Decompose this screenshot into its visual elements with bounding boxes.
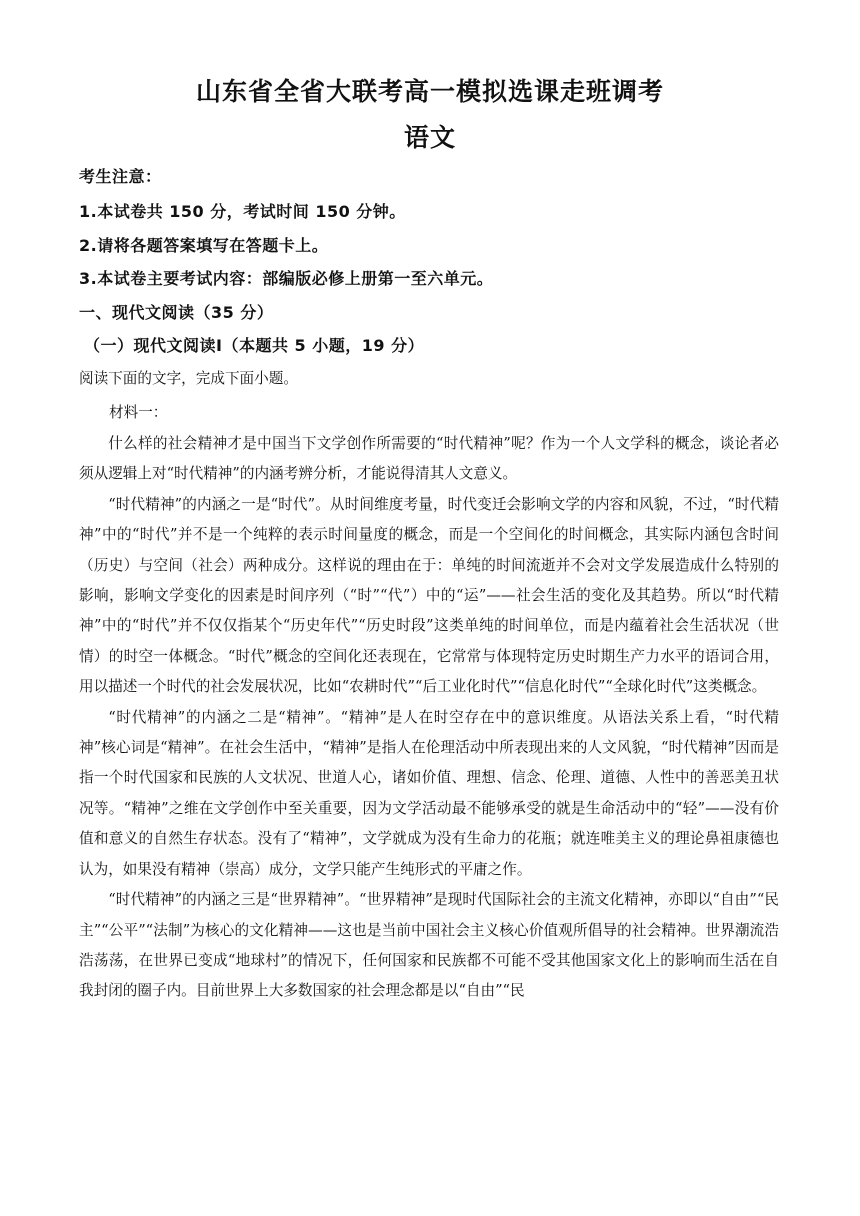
subject-title: 语文 (403, 123, 456, 152)
notice-item-3: 3.本试卷主要考试内容：部编版必修上册第一至六单元。 (79, 269, 494, 288)
paragraph-4: “时代精神”的内涵之三是“世界精神”。“世界精神”是现时代国际社会的主流文化精神，亦即以“自由”“民主”“公平”“法制”为核心的文化精神——这也是当前中国社会主义核心价值观所倡导的社会精神。世界潮流浩浩荡荡，在世界已变成“地球村”的情况下，任何国家和民族都不可能不受其他国家文化上的影响而生活在自我封闭的圈子内。目前世界上大多数国家的社会理念都是以“自由”“民 (79, 891, 779, 1000)
passage (79, 429, 779, 1007)
paragraph-3: “时代精神”的内涵之二是“精神”。“精神”是人在时空存在中的意识维度。从语法关系上看，“时代精神”核心词是“精神”。在社会生活中，“精神”是指人在伦理活动中所表现出来的人文风貌，“时代精神”因而是指一个时代国家和民族的人文状况、世道人心，诸如价值、理想、信念、伦理、道德、人性中的善恶美丑状况等。“精神”之维在文学创作中至关重要，因为文学活动最不能够承受的就是生命活动中的“轻”——没有价值和意义的自然生存状态。没有了“精神”，文学就成为没有生命力的花瓶；就连唯美主义的理论鼻祖康德也认为，如果没有精神（崇高）成分，文学只能产生纯形式的平庸之作。 (79, 708, 779, 878)
notice-item-1: 1.本试卷共 150 分，考试时间 150 分钟。 (79, 202, 406, 221)
material-label: 材料一： (109, 404, 168, 421)
notice-item-2: 2.请将各题答案填写在答题卡上。 (79, 236, 329, 255)
section-heading: 一、现代文阅读（35 分） (79, 303, 274, 322)
reading-instruction: 阅读下面的文字，完成下面小题。 (79, 370, 298, 387)
exam-title: 山东省全省大联考高一模拟选课走班调考 (195, 77, 664, 106)
notice-heading: 考生注意： (79, 167, 162, 186)
subsection-heading: （一）现代文阅读Ⅰ（本题共 5 小题，19 分） (84, 336, 425, 355)
paragraph-2: “时代精神”的内涵之一是“时代”。从时间维度考量，时代变迁会影响文学的内容和风貌，不过，“时代精神”中的“时代”并不是一个纯粹的表示时间量度的概念，而是一个空间化的时间概念，其实际内涵包含时间（历史）与空间（社会）两种成分。这样说的理由在于：单纯的时间流逝并不会对文学发展造成什么特别的影响，影响文学变化的因素是时间序列（“时”“代”）中的“运”——社会生活的变化及其趋势。所以“时代精神”中的“时代”并不仅仅指某个“历史年代”“历史时段”这类单纯的时间单位，而是内蕴着社会生活状况（世情）的时空一体概念。“时代”概念的空间化还表现在，它常常与体现特定历史时期生产力水平的语词合用，用以描述一个时代的社会发展状况，比如“农耕时代”“后工业化时代”“信息化时代”“全球化时代”这类概念。 (79, 495, 779, 696)
paragraph-1: 什么样的社会精神才是中国当下文学创作所需要的“时代精神”呢？作为一个人文学科的概念，谈论者必须从逻辑上对“时代精神”的内涵考辨分析，才能说得清其人文意义。 (79, 435, 779, 483)
